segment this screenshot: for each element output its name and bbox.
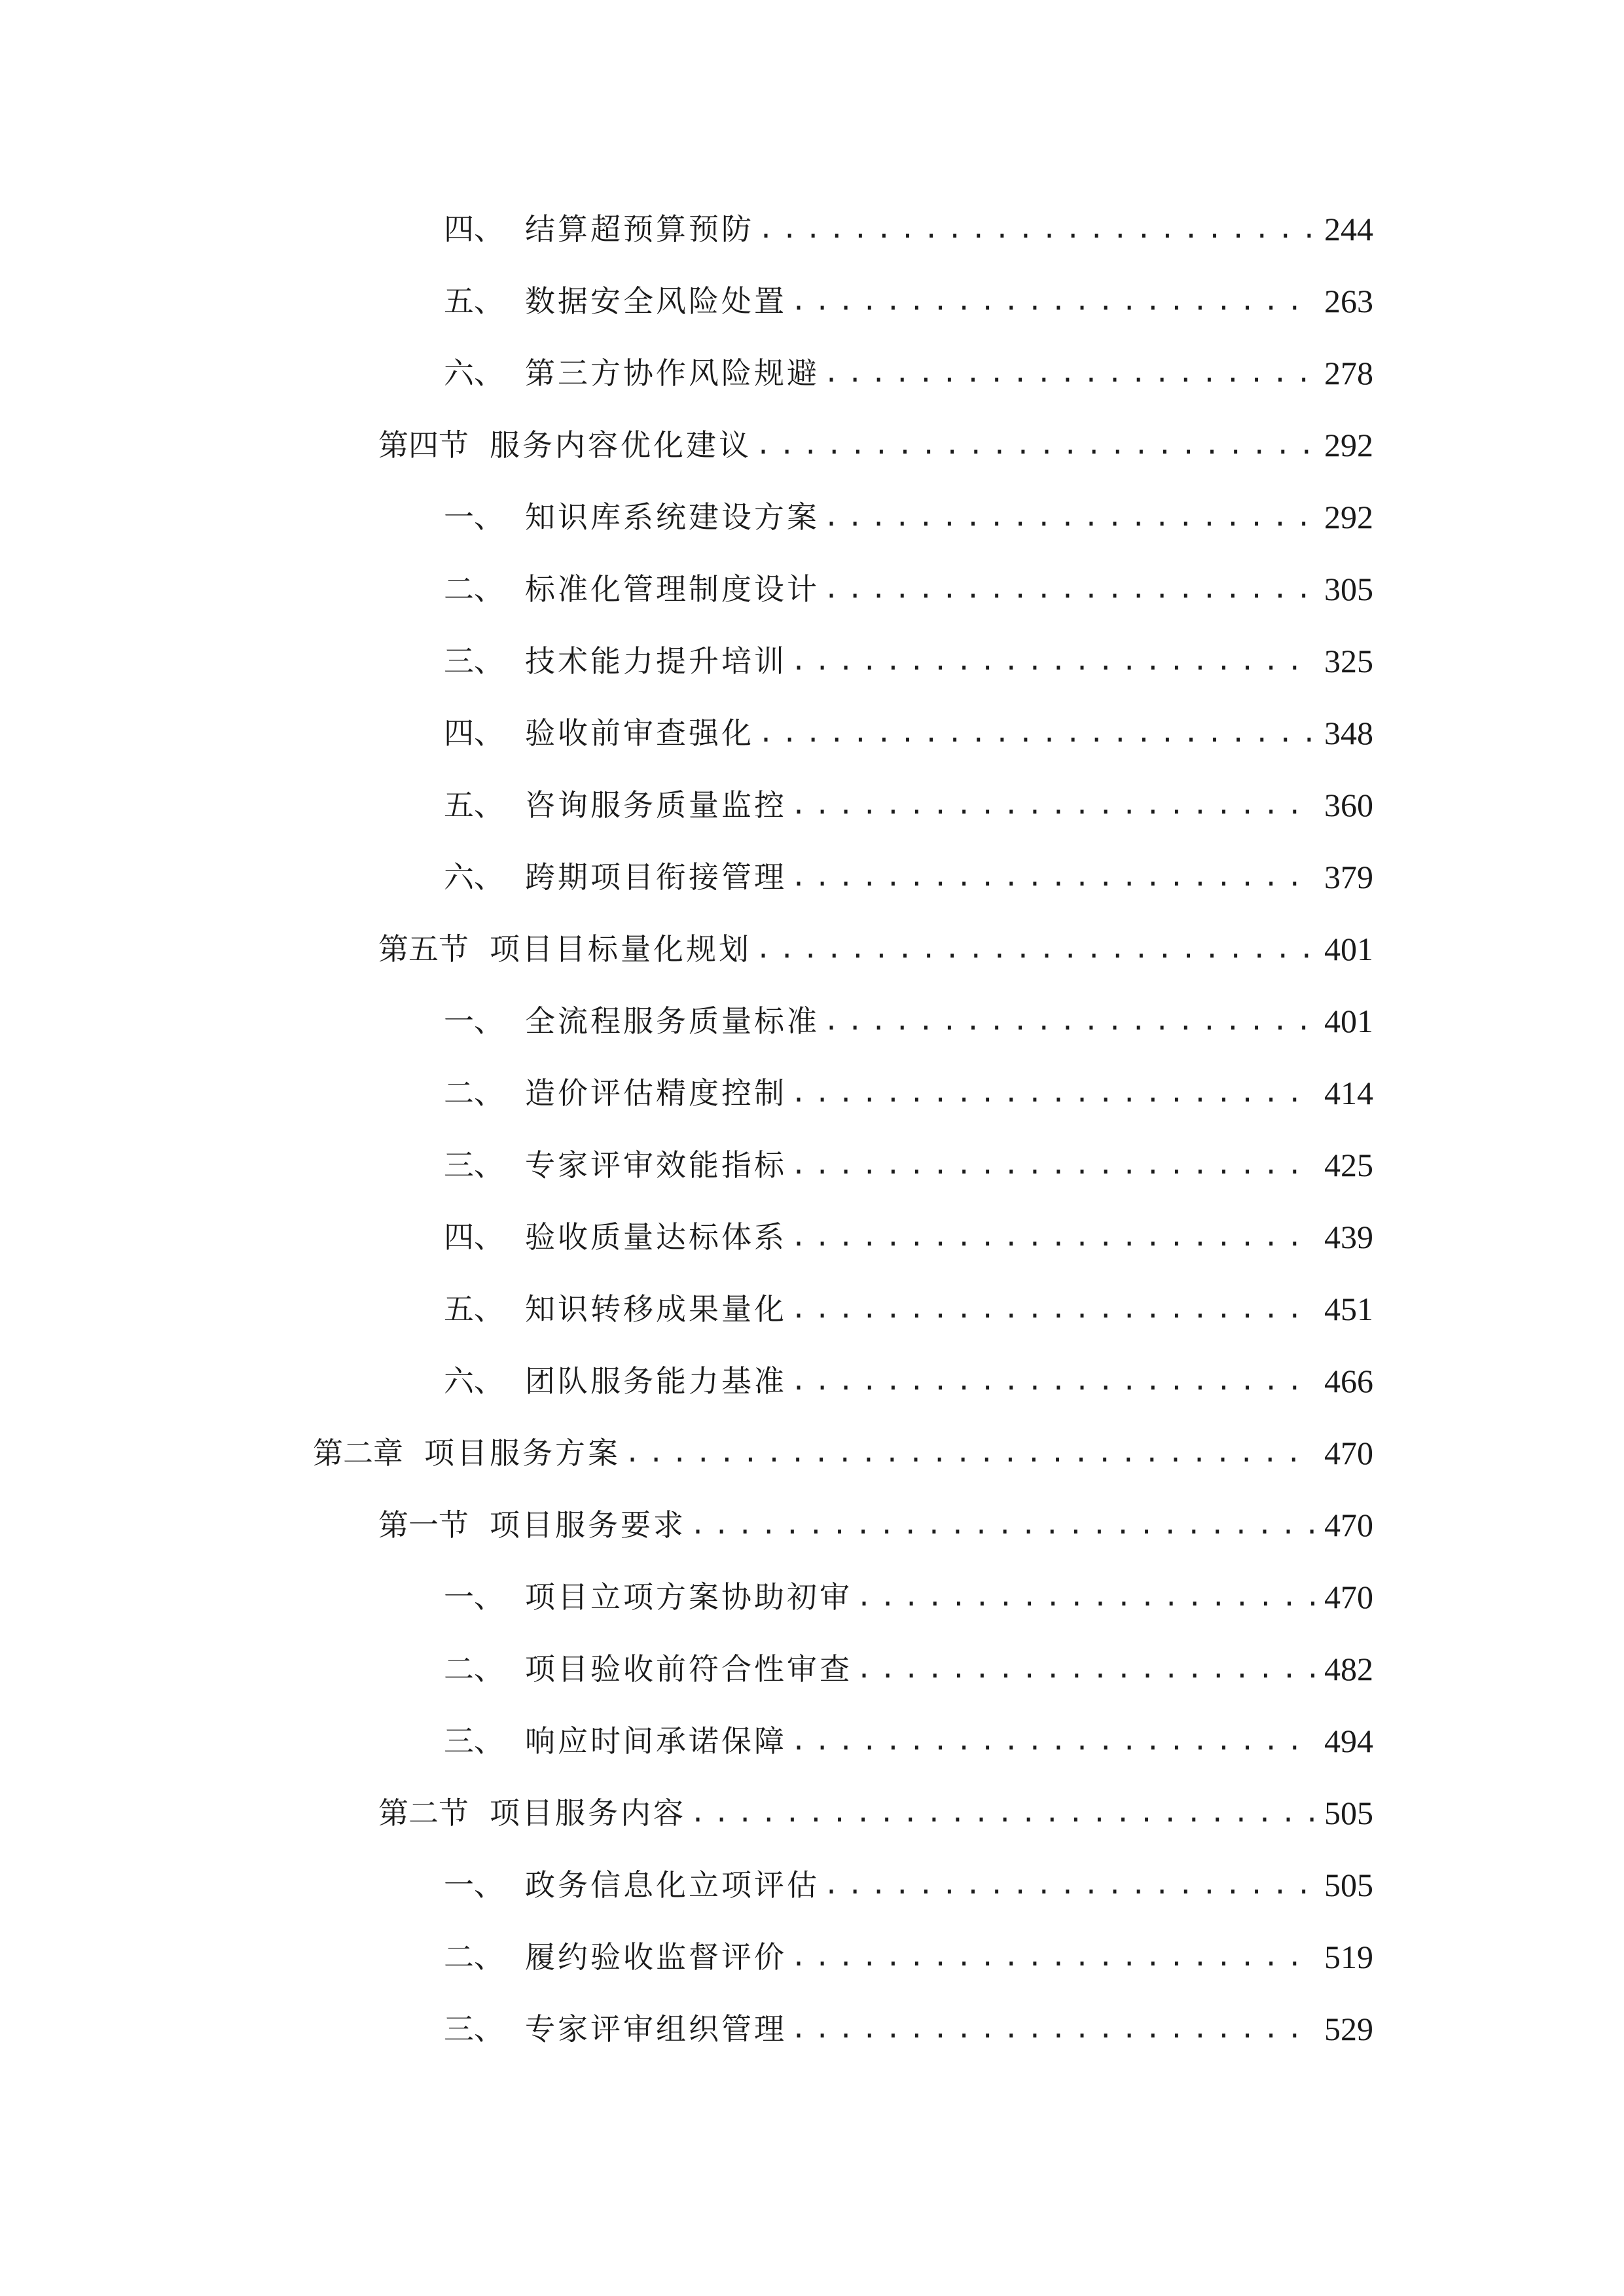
toc-entry-number: 五、 — [444, 1291, 504, 1327]
toc-entry-title: 第三方协作风险规避 — [525, 355, 820, 391]
toc-entry-number: 第一节 — [378, 1507, 469, 1543]
toc-leader-dots — [690, 1787, 1314, 1839]
toc-entry-title: 项目服务内容 — [490, 1795, 686, 1831]
toc-leader-dots — [758, 707, 1314, 759]
toc-entry-title: 验收质量达标体系 — [525, 1219, 787, 1255]
toc-entry[interactable] — [444, 1211, 1373, 1263]
toc-entry-number: 三、 — [444, 1723, 504, 1759]
toc-entry-number: 三、 — [444, 1147, 504, 1183]
toc-entry-page: 244 — [1324, 211, 1373, 247]
toc-entry-title: 项目立项方案协助初审 — [525, 1579, 852, 1615]
toc-entry-title: 项目目标量化规划 — [490, 931, 751, 967]
toc-section-entry[interactable] — [378, 1787, 1373, 1839]
toc-entry-title: 全流程服务质量标准 — [525, 1003, 820, 1039]
toc-entry[interactable] — [444, 2003, 1373, 2055]
toc-entry-title: 技术能力提升培训 — [525, 643, 787, 679]
toc-entry-title: 咨询服务质量监控 — [525, 787, 787, 823]
toc-leader-dots — [755, 419, 1314, 471]
toc-entry-page: 470 — [1324, 1435, 1373, 1471]
toc-leader-dots — [758, 203, 1314, 255]
toc-leader-dots — [791, 2003, 1314, 2055]
toc-entry-page: 292 — [1324, 427, 1373, 463]
toc-entry-page: 470 — [1324, 1579, 1373, 1615]
toc-entry-page: 505 — [1324, 1795, 1373, 1831]
toc-entry-page: 305 — [1324, 571, 1373, 607]
toc-entry[interactable] — [444, 1715, 1373, 1767]
toc-entry[interactable] — [444, 203, 1373, 255]
toc-entry[interactable] — [444, 563, 1373, 615]
toc-entry-page: 470 — [1324, 1507, 1373, 1543]
toc-leader-dots — [791, 1355, 1314, 1407]
toc-entry-number: 四、 — [444, 715, 504, 751]
toc-entry[interactable] — [444, 1067, 1373, 1119]
toc-leader-dots — [823, 563, 1314, 615]
toc-entry-page: 439 — [1324, 1219, 1373, 1255]
toc-entry[interactable] — [444, 491, 1373, 543]
toc-entry[interactable] — [444, 851, 1373, 903]
toc-chapter-entry[interactable] — [313, 1427, 1373, 1479]
toc-section-entry[interactable] — [378, 923, 1373, 975]
toc-leader-dots — [690, 1499, 1314, 1551]
toc-entry-number: 六、 — [444, 1363, 504, 1399]
toc-leader-dots — [791, 1211, 1314, 1263]
toc-entry-page: 466 — [1324, 1363, 1373, 1399]
toc-entry-page: 494 — [1324, 1723, 1373, 1759]
toc-entry-title: 专家评审组织管理 — [525, 2011, 787, 2047]
toc-entry-page: 401 — [1324, 1003, 1373, 1039]
toc-section-entry[interactable] — [378, 1499, 1373, 1551]
toc-entry-title: 标准化管理制度设计 — [525, 571, 820, 607]
toc-entry-title: 造价评估精度控制 — [525, 1075, 787, 1111]
toc-entry-page: 401 — [1324, 931, 1373, 967]
toc-leader-dots — [791, 851, 1314, 903]
toc-entry-page: 414 — [1324, 1075, 1373, 1111]
toc-entry[interactable] — [444, 707, 1373, 759]
toc-entry-page: 325 — [1324, 643, 1373, 679]
toc-entry-title: 政务信息化立项评估 — [525, 1867, 820, 1903]
toc-entry-number: 第二章 — [313, 1435, 403, 1471]
toc-entry-title: 团队服务能力基准 — [525, 1363, 787, 1399]
toc-entry-title: 知识库系统建设方案 — [525, 499, 820, 535]
toc-entry-number: 三、 — [444, 2011, 504, 2047]
toc-entry-number: 二、 — [444, 571, 504, 607]
toc-entry[interactable] — [444, 275, 1373, 327]
toc-entry-page: 292 — [1324, 499, 1373, 535]
toc-entry-number: 四、 — [444, 1219, 504, 1255]
toc-entry-page: 425 — [1324, 1147, 1373, 1183]
toc-entry-page: 451 — [1324, 1291, 1373, 1327]
toc-entry-title: 履约验收监督评价 — [525, 1939, 787, 1975]
toc-leader-dots — [791, 1715, 1314, 1767]
toc-entry-title: 结算超预算预防 — [525, 211, 754, 247]
toc-entry-number: 二、 — [444, 1075, 504, 1111]
toc-entry-title: 跨期项目衔接管理 — [525, 859, 787, 895]
toc-entry-number: 一、 — [444, 1579, 504, 1615]
toc-entry[interactable] — [444, 347, 1373, 399]
toc-entry[interactable] — [444, 779, 1373, 831]
toc-leader-dots — [823, 1859, 1314, 1911]
toc-entry-page: 360 — [1324, 787, 1373, 823]
toc-entry-page: 505 — [1324, 1867, 1373, 1903]
toc-entry-number: 五、 — [444, 787, 504, 823]
toc-leader-dots — [791, 1283, 1314, 1335]
toc-entry-number: 一、 — [444, 1003, 504, 1039]
toc-leader-dots — [791, 1931, 1314, 1983]
toc-entry[interactable] — [444, 635, 1373, 687]
toc-leader-dots — [755, 923, 1314, 975]
toc-entry-title: 服务内容优化建议 — [490, 427, 751, 463]
toc-entry-number: 六、 — [444, 859, 504, 895]
toc-entry[interactable] — [444, 1931, 1373, 1983]
toc-section-entry[interactable] — [378, 419, 1373, 471]
toc-entry-page: 278 — [1324, 355, 1373, 391]
toc-leader-dots — [823, 347, 1314, 399]
toc-leader-dots — [823, 491, 1314, 543]
toc-entry-title: 项目服务要求 — [490, 1507, 686, 1543]
toc-entry-title: 项目服务方案 — [424, 1435, 621, 1471]
toc-entry-title: 响应时间承诺保障 — [525, 1723, 787, 1759]
toc-leader-dots — [791, 1139, 1314, 1191]
toc-entry[interactable] — [444, 995, 1373, 1047]
toc-leader-dots — [791, 635, 1314, 687]
toc-entry-page: 263 — [1324, 283, 1373, 319]
toc-entry-page: 529 — [1324, 2011, 1373, 2047]
toc-entry[interactable] — [444, 1355, 1373, 1407]
toc-leader-dots — [791, 275, 1314, 327]
toc-entry[interactable] — [444, 1643, 1373, 1695]
toc-leader-dots — [856, 1643, 1314, 1695]
toc-entry-number: 第四节 — [378, 427, 469, 463]
toc-entry-number: 二、 — [444, 1939, 504, 1975]
toc-entry-title: 数据安全风险处置 — [525, 283, 787, 319]
toc-entry-number: 六、 — [444, 355, 504, 391]
toc-entry[interactable] — [444, 1571, 1373, 1623]
toc-entry-title: 专家评审效能指标 — [525, 1147, 787, 1183]
toc-leader-dots — [624, 1427, 1314, 1479]
toc-entry-number: 四、 — [444, 211, 504, 247]
toc-entry-number: 第二节 — [378, 1795, 469, 1831]
toc-leader-dots — [823, 995, 1314, 1047]
toc-leader-dots — [856, 1571, 1314, 1623]
toc-entry-title: 验收前审查强化 — [525, 715, 754, 751]
toc-entry-page: 519 — [1324, 1939, 1373, 1975]
toc-entry-page: 379 — [1324, 859, 1373, 895]
toc-entry-number: 第五节 — [378, 931, 469, 967]
toc-entry[interactable] — [444, 1283, 1373, 1335]
toc-entry-number: 五、 — [444, 283, 504, 319]
toc-entry-title: 项目验收前符合性审查 — [525, 1651, 852, 1687]
toc-entry-page: 482 — [1324, 1651, 1373, 1687]
toc-leader-dots — [791, 1067, 1314, 1119]
toc-entry-number: 三、 — [444, 643, 504, 679]
toc-entry[interactable] — [444, 1139, 1373, 1191]
toc-entry[interactable] — [444, 1859, 1373, 1911]
toc-entry-page: 348 — [1324, 715, 1373, 751]
toc-entry-number: 二、 — [444, 1651, 504, 1687]
toc-entry-title: 知识转移成果量化 — [525, 1291, 787, 1327]
toc-entry-number: 一、 — [444, 1867, 504, 1903]
toc-leader-dots — [791, 779, 1314, 831]
toc-entry-number: 一、 — [444, 499, 504, 535]
